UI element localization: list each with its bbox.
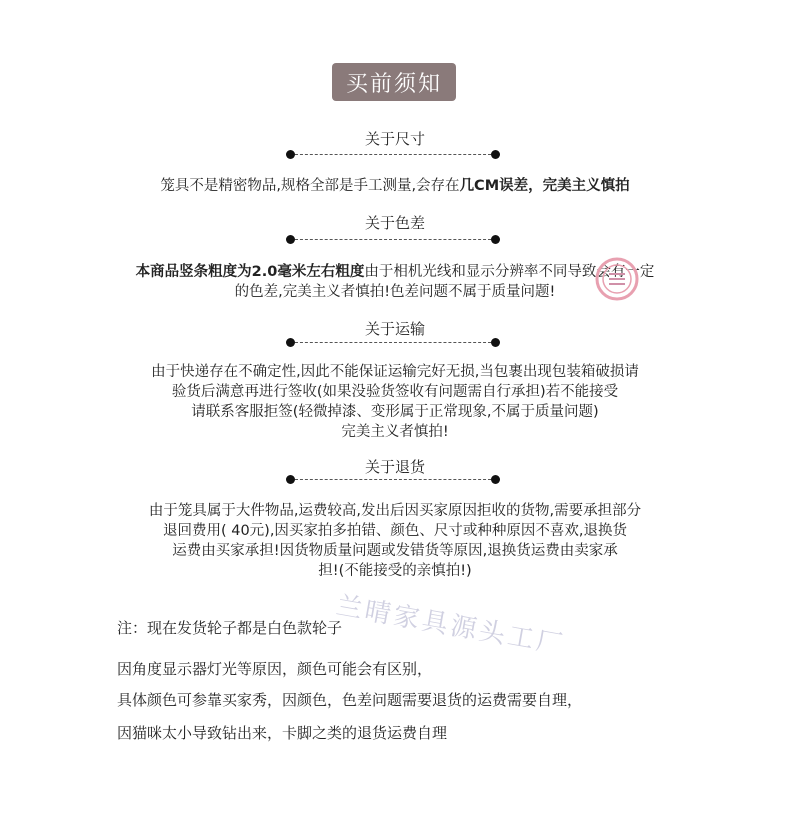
page-title: 买前须知: [332, 63, 456, 101]
text: 担!(不能接受的亲慎拍!): [318, 563, 472, 579]
text: 的色差,完美主义者慎拍!色差问题不属于质量问题!: [234, 284, 556, 300]
text: 由于笼具属于大件物品,运费较高,发出后因买家原因拒收的货物,需要承担部分: [148, 503, 642, 519]
section-divider: [286, 235, 500, 245]
text: 请联系客服拒签(轻微掉漆、变形属于正常现象,不属于质量问题): [191, 404, 599, 420]
section-heading-size: 关于尺寸: [364, 130, 425, 148]
watermark-text: 兰晴家具源头工厂: [333, 590, 568, 661]
paragraph-line: [0, 362, 790, 382]
paragraph-line: [0, 176, 790, 196]
paragraph-line: [0, 402, 790, 422]
section-divider: [286, 150, 500, 160]
text: 由于快递存在不确定性,因此不能保证运输完好无损,当包裹出现包装箱破损请: [151, 364, 639, 380]
section-text-size: [0, 176, 790, 196]
paragraph-line: [0, 382, 790, 402]
note-line: 因角度显示器灯光等原因，颜色可能会有区别，: [117, 660, 433, 678]
section-heading-color: 关于色差: [364, 214, 425, 232]
paragraph-line: [0, 501, 790, 521]
text: 由于相机光线和显示分辨率不同导致会有一定: [364, 264, 655, 280]
section-text-returns: [0, 501, 790, 581]
section-heading-shipping: 关于运输: [364, 320, 425, 338]
section-divider: [286, 338, 500, 348]
note-line: 因猫咪太小导致钻出来，卡脚之类的退货运费自理: [117, 724, 448, 742]
section-text-shipping: [0, 362, 790, 442]
paragraph-line: [0, 422, 790, 442]
text: 完美主义者慎拍!: [341, 424, 449, 440]
section-heading-returns: 关于退货: [364, 458, 425, 476]
section-text-color: [0, 262, 790, 302]
bold-text: 本商品竖条粗度为2.0毫米左右粗度: [135, 264, 365, 280]
bold-text: 几CM误差，完美主义慎拍: [459, 178, 630, 194]
paragraph-line: [0, 262, 790, 282]
text: 运费由买家承担!因货物质量问题或发错货等原因,退换货运费由卖家承: [172, 543, 618, 559]
text: 验货后满意再进行签收(如果没验货签收有问题需自行承担)若不能接受: [171, 384, 619, 400]
section-divider: [286, 475, 500, 485]
paragraph-line: [0, 561, 790, 581]
stamp-logo-icon: [594, 256, 640, 302]
note-line: 注：现在发货轮子都是白色款轮子: [117, 619, 343, 637]
text: 笼具不是精密物品,规格全部是手工测量,会存在: [160, 178, 460, 194]
paragraph-line: [0, 282, 790, 302]
note-line: 具体颜色可参靠买家秀，因颜色，色差问题需要退货的运费需要自理，: [117, 691, 583, 709]
paragraph-line: [0, 521, 790, 541]
text: 退回费用( 40元),因买家拍多拍错、颜色、尺寸或种种原因不喜欢,退换货: [162, 523, 628, 539]
paragraph-line: [0, 541, 790, 561]
